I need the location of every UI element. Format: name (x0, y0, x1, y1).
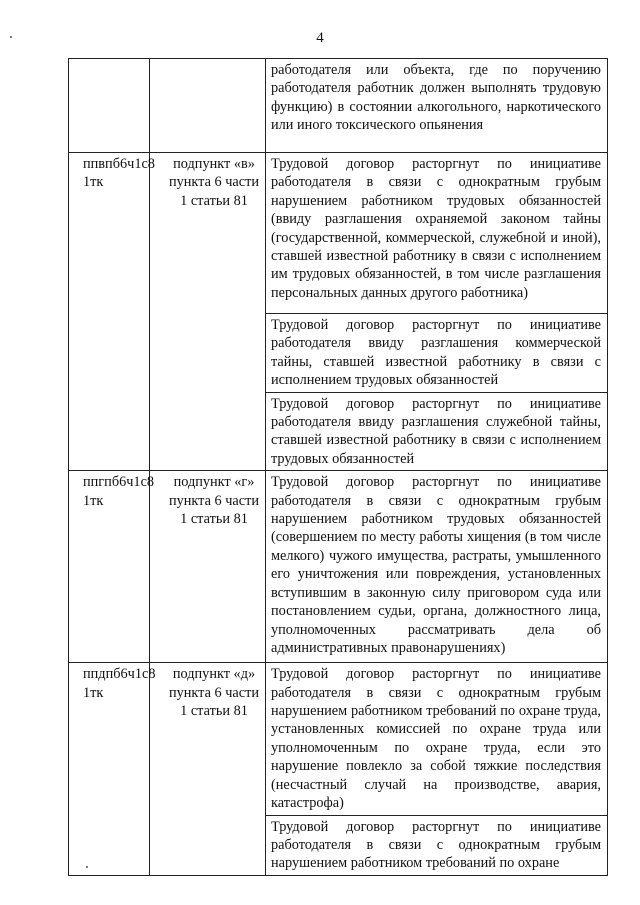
code-cell (69, 59, 150, 153)
description-cell: Трудовой договор расторгнут по инициативе работодателя в связи с однократным грубым нарушением работником требований по охране (266, 815, 608, 875)
table-row (69, 153, 608, 314)
code-cell: ппгпб6ч1с8 1тк (69, 471, 150, 663)
reference-text: подпункт «в» пункта 6 части 1 статьи 81 (168, 156, 260, 209)
reference-cell (150, 153, 266, 471)
reference-text: подпункт «д» пункта 6 части 1 статьи 81 (168, 666, 260, 720)
scan-speck (10, 36, 12, 38)
table-row (69, 59, 608, 153)
description-cell: Трудовой договор расторгнут по инициативе работодателя в связи с однократным грубым нарушением работником трудовых обязанностей (совершением по месту работы хищения (в том числе мелкого) чужого имущества, растраты, умышленного его уничтожения или повреждения, установленных вступившим в законную силу приговором суда или постановлением судьи, органа, должностного лица, уполномоченных рассматривать дела об административных правонарушениях) (266, 471, 608, 663)
description-cell: Трудовой договор расторгнут по инициативе работодателя ввиду разглашения служебной тайны, ставшей известной работнику в связи с исполнением трудовых обязанностей (266, 392, 608, 471)
reference-cell (150, 471, 266, 663)
reference-cell (150, 663, 266, 875)
scan-speck (86, 866, 88, 868)
table-row (69, 471, 608, 663)
reference-cell (150, 59, 266, 153)
description-cell: работодателя или объекта, где по поручению работодателя работник должен выполнять трудовую функцию) в состоянии алкогольного, наркотического или иного токсического опьянения (266, 59, 608, 153)
page-number: 4 (316, 30, 324, 46)
code-cell: ппвпб6ч1с8 1тк (69, 153, 150, 471)
description-cell: Трудовой договор расторгнут по инициативе работодателя в связи с однократным грубым нарушением работником требований по охране труда, установленных комиссией по охране труда или уполномоченным по охране труда, если это нарушение повлекло за собой тяжкие последствия (несчастный случай на производстве, авария, катастрофа) (266, 663, 608, 815)
code-cell: ппдпб6ч1с8 1тк (69, 663, 150, 875)
table-row (69, 663, 608, 815)
description-cell: Трудовой договор расторгнут по инициативе работодателя ввиду разглашения коммерческой тайны, ставшей известной работнику в связи с исполнением трудовых обязанностей (266, 314, 608, 393)
reference-text: подпункт «г» пункта 6 части 1 статьи 81 (168, 474, 260, 528)
description-cell: Трудовой договор расторгнут по инициативе работодателя в связи с однократным грубым нарушением работником трудовых обязанностей (ввиду разглашения охраняемой законом тайны (государственной, коммерческой, служебной и иной), ставшей известной работнику в связи с исполнением им трудовых обязанностей, в том числе разглашения персональных данных другого работника) (266, 153, 608, 314)
dismissal-codes-table (68, 58, 608, 876)
